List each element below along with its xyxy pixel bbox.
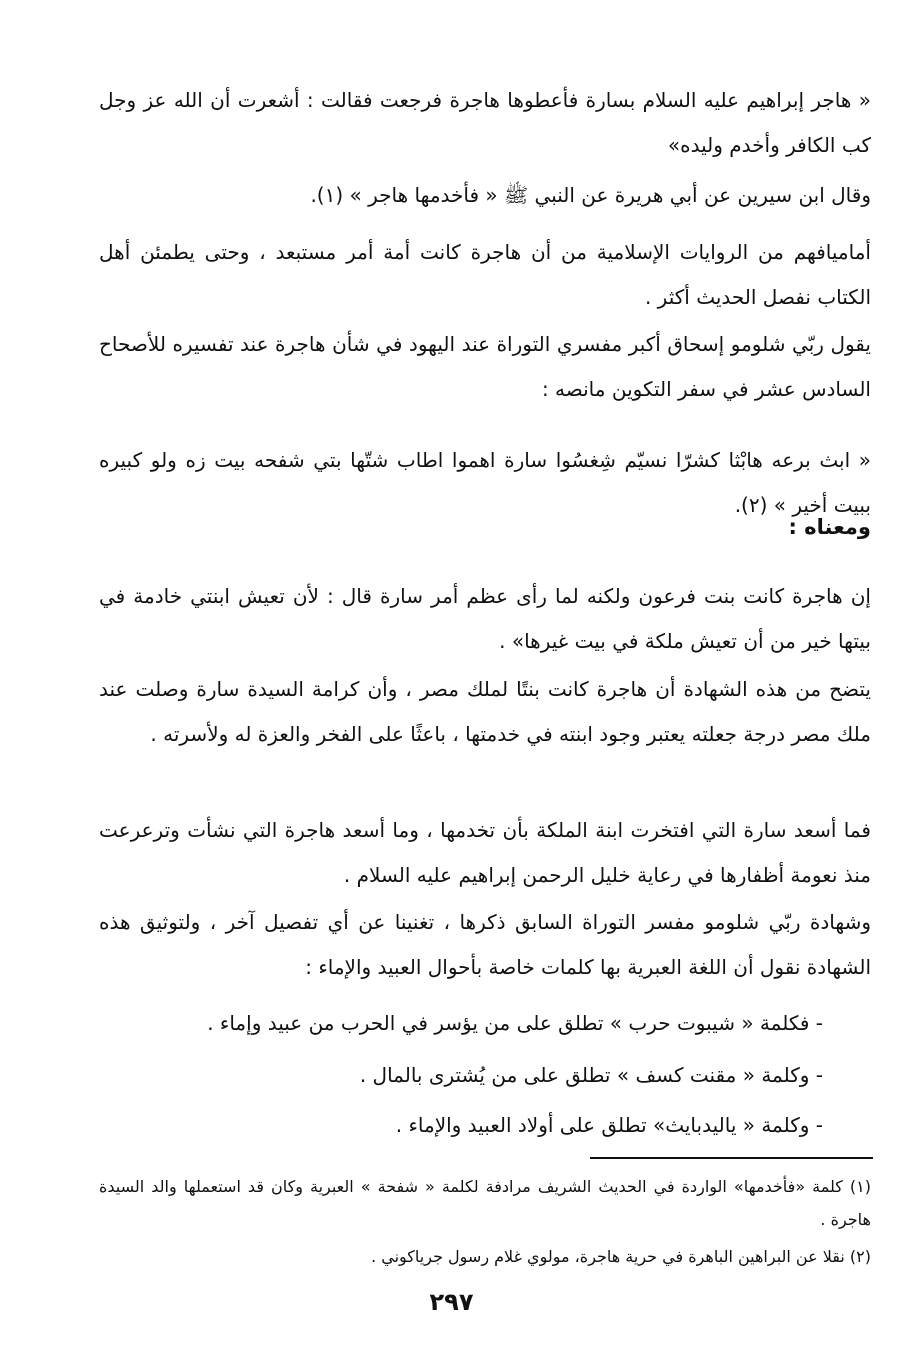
paragraph-quote-hajar: « هاجر إبراهيم عليه السلام بسارة فأعطوها هاجرة فرجعت فقالت : أشعرت أن الله عز وجل كب الكافر وأخدم وليده» <box>99 88 871 157</box>
paragraph-islamic-narrations: أماميافهم من الروايات الإسلامية من أن هاجرة كانت أمة أمر مستبعد ، وحتى يطمئن أهل الكتاب نفصل الحديث أكثر . <box>99 240 871 309</box>
list-item: - فكلمة « شيبوت حرب » تطلق على من يؤسر في الحرب من عبيد وإماء . <box>207 1011 823 1035</box>
page-number: ٢٩٧ <box>429 1288 474 1316</box>
footnote-2: (٢) نقلا عن البراهين الباهرة في حرية هاجرة، مولوي غلام رسول جرياكوني . <box>371 1247 871 1266</box>
paragraph-hebrew-words: وشهادة ربّي شلومو مفسر التوراة السابق ذكرها ، تغنينا عن أي تفصيل آخر ، ولتوثيق هذه الشهادة نقول أن اللغة العبرية بها كلمات خاصة بأحوال العبيد والإماء : <box>99 910 871 979</box>
paragraph-sarah: فما أسعد سارة التي افتخرت ابنة الملكة بأن تخدمها ، وما أسعد هاجرة التي نشأت وترعرعت منذ نعومة أظفارها في رعاية خليل الرحمن إبراهيم عليه السلام . <box>99 818 871 887</box>
footnote-1: (١) كلمة «فأخدمها» الواردة في الحديث الشريف مرادفة لكلمة « شفحة » العبرية وكان قد استعملها والد السيدة هاجرة . <box>99 1177 871 1229</box>
paragraph-testimony: يتضح من هذه الشهادة أن هاجرة كانت بنتًا لملك مصر ، وأن كرامة السيدة سارة وصلت عند ملك مصر درجة جعلته يعتبر وجود ابنته في خدمتها ، باعثًا على الفخر والعزة له ولأسرته . <box>99 677 871 746</box>
paragraph-ibn-sirin: وقال ابن سيرين عن أبي هريرة عن النبي ﷺ « فأخدمها هاجر » (١). <box>310 183 871 207</box>
paragraph-meaning: إن هاجرة كانت بنت فرعون ولكنه لما رأى عظم أمر سارة قال : لأن تعيش ابنتي خادمة في بيتها خير من أن تعيش ملكة في بيت غيرها» . <box>99 584 871 653</box>
list-item: - وكلمة « ياليدبايث» تطلق على أولاد العبيد والإماء . <box>395 1113 823 1137</box>
footnote-divider <box>590 1157 873 1159</box>
list-item: - وكلمة « مقنت كسف » تطلق على من يُشترى بالمال . <box>359 1063 823 1087</box>
paragraph-hebrew-quote: « ابث برعه هابْثا كشرّا نسيّم شِغسُوا سارة اهموا اطاب شتّها بتي شفحه بيت زه ولو كبيره ببيت أخير » (٢). <box>99 448 871 517</box>
heading-meaning: ومعناه : <box>788 515 871 539</box>
paragraph-rabbi-shlomo: يقول ربّي شلومو إسحاق أكبر مفسري التوراة عند اليهود في شأن هاجرة عند تفسيره للأصحاح السادس عشر في سفر التكوين مانصه : <box>99 332 871 401</box>
